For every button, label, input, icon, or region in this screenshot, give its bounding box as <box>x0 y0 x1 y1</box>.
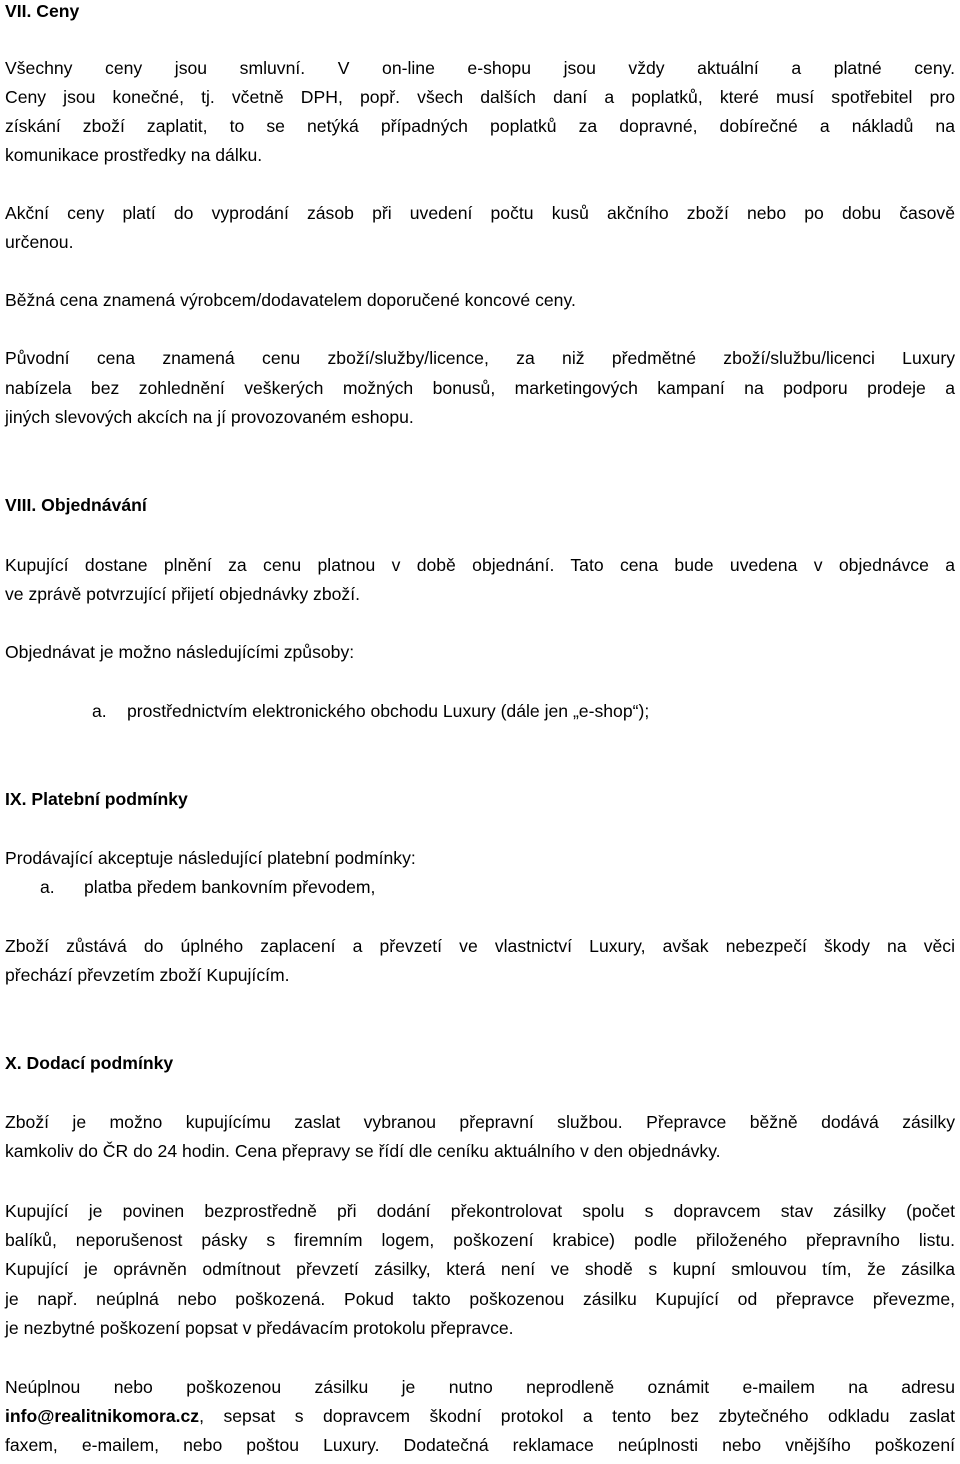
list-item: platba předem bankovním převodem, <box>84 877 376 897</box>
paragraph-line: Běžná cena znamená výrobcem/dodavatelem doporučené koncové ceny. <box>5 290 576 310</box>
paragraph-line: získání zboží zaplatit, to se netýká případných poplatků za dopravné, dobírečné a nákladů na <box>5 116 955 136</box>
paragraph-line: je nezbytné poškození popsat v předávacím protokolu přepravce. <box>5 1318 514 1338</box>
section-heading-delivery: X. Dodací podmínky <box>5 1053 174 1073</box>
paragraph-line: Prodávající akceptuje následující platební podmínky: <box>5 848 416 868</box>
paragraph-line: Akční ceny platí do vyprodání zásob při uvedení počtu kusů akčního zboží nebo po dobu časově <box>5 203 955 223</box>
paragraph-line: je např. neúplná nebo poškozená. Pokud takto poškozenou zásilku Kupující od přepravce převezme, <box>5 1289 955 1309</box>
list-marker: a. <box>92 701 107 721</box>
paragraph-line: balíků, neporušenost pásky s firemním logem, poškození krabice) podle přiloženého přepravního listu. <box>5 1230 955 1250</box>
paragraph-line: určenou. <box>5 232 74 252</box>
section-heading-prices: VII. Ceny <box>5 1 80 21</box>
paragraph-line: Kupující je povinen bezprostředně při dodání překontrolovat spolu s dopravcem stav zásilky (počet <box>5 1201 955 1221</box>
paragraph-line: faxem, e-mailem, nebo poštou Luxury. Dodatečná reklamace neúplnosti nebo vnějšího poškození <box>5 1435 955 1455</box>
paragraph-line: Zboží je možno kupujícímu zaslat vybranou přepravní službou. Přepravce běžně dodává zásilky <box>5 1112 955 1132</box>
list-item: prostřednictvím elektronického obchodu Luxury (dále jen „e-shop“); <box>127 701 650 721</box>
paragraph-line: Kupující je oprávněn odmítnout převzetí zásilky, která není ve shodě s kupní smlouvou tím, že zásilka <box>5 1259 955 1279</box>
paragraph-line: Neúplnou nebo poškozenou zásilku je nutno neprodleně oznámit e-mailem na adresu <box>5 1377 955 1397</box>
paragraph-line: přechází převzetím zboží Kupujícím. <box>5 965 290 985</box>
section-heading-payment: IX. Platební podmínky <box>5 789 188 809</box>
paragraph-line: Ceny jsou konečné, tj. včetně DPH, popř. všech dalších daní a poplatků, které musí spotřebitel pro <box>5 87 955 107</box>
paragraph-line: komunikace prostředky na dálku. <box>5 145 263 165</box>
section-heading-ordering: VIII. Objednávání <box>5 495 147 515</box>
paragraph-line: Zboží zůstává do úplného zaplacení a převzetí ve vlastnictví Luxury, avšak nebezpečí škody na věci <box>5 936 955 956</box>
paragraph-text: , sepsat s dopravcem škodní protokol a tento bez zbytečného odkladu zaslat <box>199 1406 955 1426</box>
paragraph-line: nabízela bez zohlednění veškerých možných bonusů, marketingových kampaní na podporu prodeje a <box>5 378 955 398</box>
paragraph-line: Kupující dostane plnění za cenu platnou v době objednání. Tato cena bude uvedena v objednávce a <box>5 555 955 575</box>
paragraph-line: jiných slevových akcích na jí provozovaném eshopu. <box>5 407 414 427</box>
email-address: info@realitnikomora.cz <box>5 1406 200 1426</box>
paragraph-line: Objednávat je možno následujícími způsoby: <box>5 642 355 662</box>
paragraph-line: Původní cena znamená cenu zboží/služby/licence, za niž předmětné zboží/službu/licenci Luxury <box>5 348 955 368</box>
paragraph-line-with-email <box>5 1405 955 1427</box>
paragraph-line: kamkoliv do ČR do 24 hodin. Cena přepravy se řídí dle ceníku aktuálního v den objednávky. <box>5 1141 721 1161</box>
paragraph-line: ve zprávě potvrzující přijetí objednávky zboží. <box>5 584 360 604</box>
list-marker: a. <box>40 877 55 897</box>
paragraph-line: Všechny ceny jsou smluvní. V on-line e-shopu jsou vždy aktuální a platné ceny. <box>5 58 955 78</box>
